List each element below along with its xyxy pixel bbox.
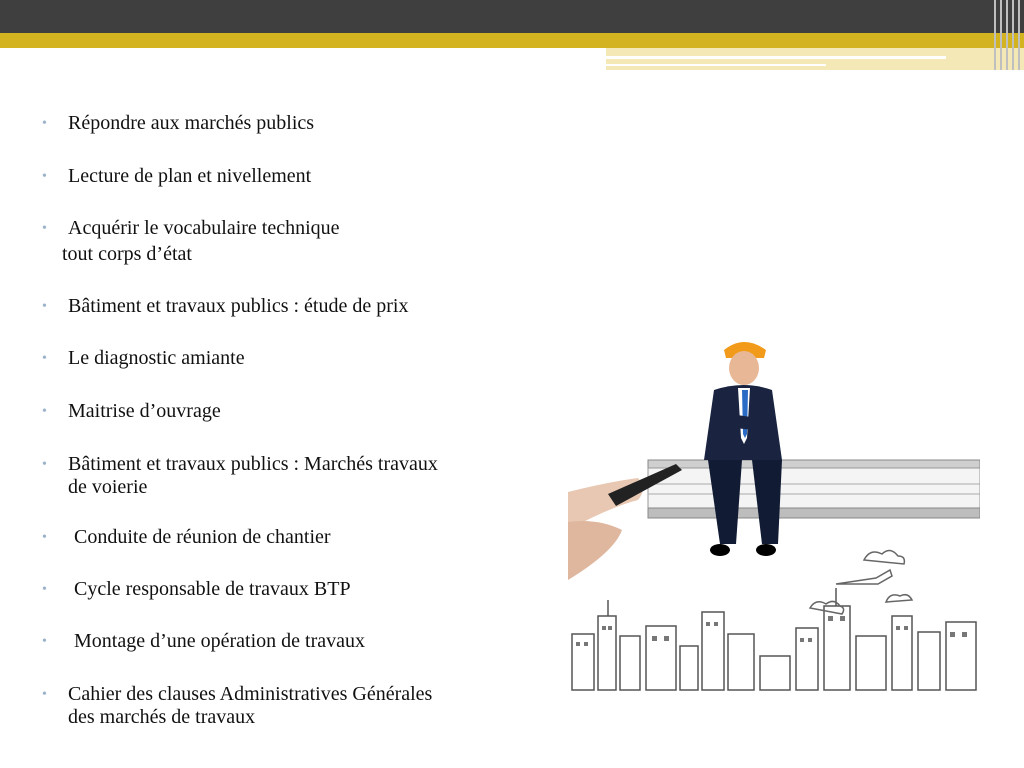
list-item-text: Conduite de réunion de chantier — [74, 526, 331, 548]
bullet-icon: • — [42, 221, 47, 236]
header-bar — [0, 0, 1024, 33]
list-item — [40, 112, 314, 135]
bullet-icon: • — [42, 404, 47, 419]
list-item-text: Montage d’une opération de travaux — [74, 630, 366, 652]
list-item-text: Cahier des clauses Administratives Générales — [68, 683, 433, 705]
illustration-svg — [568, 316, 980, 692]
list-item — [40, 453, 568, 499]
header-accent-right — [606, 48, 1024, 70]
list-item — [40, 347, 245, 370]
list-item-text: Le diagnostic amiante — [68, 347, 245, 369]
bullet-icon: • — [42, 530, 47, 545]
steel-beam — [648, 460, 980, 518]
list-item-text: Maitrise d’ouvrage — [68, 400, 221, 422]
header-accent-band — [0, 33, 1024, 48]
list-item-text: Acquérir le vocabulaire technique — [68, 217, 340, 239]
list-item — [40, 217, 340, 240]
bullet-icon: • — [42, 351, 47, 366]
list-item-text: Répondre aux marchés publics — [68, 112, 315, 134]
bullet-icon: • — [42, 299, 47, 314]
list-item — [40, 578, 351, 601]
bullet-icon: • — [42, 457, 47, 472]
decorative-stripes — [990, 0, 1024, 70]
construction-illustration — [568, 316, 980, 692]
list-item-text: Cycle responsable de travaux BTP — [74, 578, 351, 600]
list-item-text: Lecture de plan et nivellement — [68, 165, 312, 187]
list-item-continuation: tout corps d’état — [62, 243, 192, 265]
list-item — [40, 165, 311, 188]
bullet-icon: • — [42, 634, 47, 649]
list-item-text: Bâtiment et travaux publics : étude de prix — [68, 295, 409, 317]
list-item — [40, 526, 331, 549]
list-item — [40, 400, 221, 423]
list-item — [40, 683, 568, 729]
list-item-text: Bâtiment et travaux publics : Marchés travaux — [68, 453, 438, 475]
accent-line — [606, 56, 946, 59]
bullet-icon: • — [42, 116, 47, 131]
accent-line — [606, 64, 826, 66]
list-item-text-continued: des marchés de travaux — [68, 706, 256, 728]
bullet-icon: • — [42, 687, 47, 702]
list-item — [40, 630, 365, 653]
list-item-text-continued: de voierie — [68, 476, 148, 498]
list-item — [40, 295, 408, 318]
bullet-icon: • — [42, 582, 47, 597]
bullet-icon: • — [42, 169, 47, 184]
